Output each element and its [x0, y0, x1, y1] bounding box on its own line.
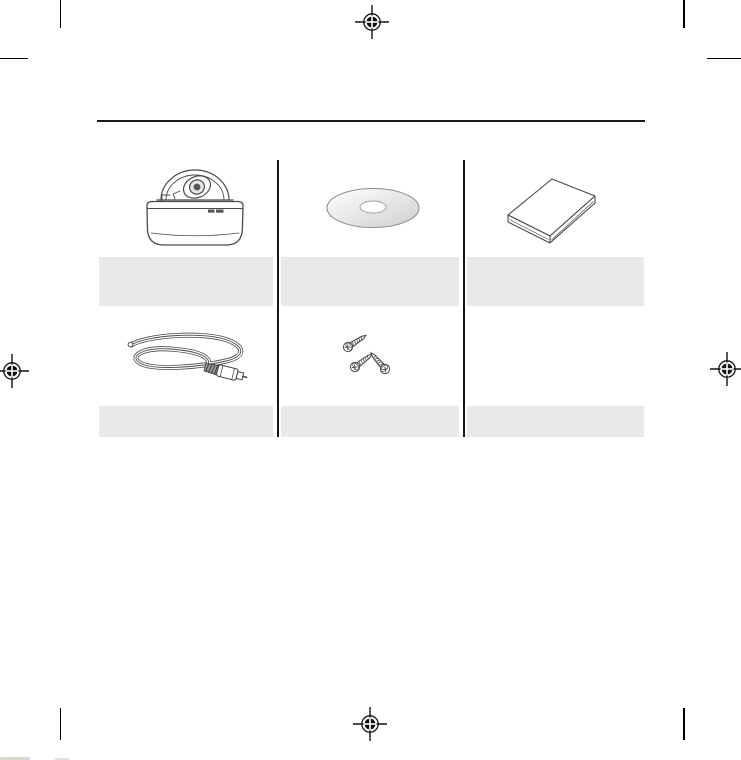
- registration-target-icon: [709, 351, 741, 387]
- registration-target-icon: [352, 706, 388, 742]
- caption-cell: [281, 257, 459, 306]
- cd-disc-icon: [324, 186, 422, 230]
- book-icon: [497, 163, 607, 251]
- cd-disc-illustration: [324, 186, 422, 230]
- caption-cell: [281, 406, 459, 437]
- crop-mark-bottom-right-vertical: [683, 708, 685, 740]
- cable-illustration: [114, 330, 264, 394]
- user-manual-book-illustration: [497, 163, 607, 251]
- registration-target-icon: [354, 4, 390, 40]
- crop-mark-top-right-horizontal: [707, 58, 741, 60]
- registration-mark-right-middle: [709, 351, 741, 387]
- registration-mark-top-center: [354, 4, 390, 40]
- caption-cell: [467, 257, 644, 306]
- registration-mark-bottom-center: [352, 706, 388, 742]
- registration-target-icon: [0, 353, 30, 389]
- table-column-divider-1: [277, 160, 279, 437]
- registration-mark-left-middle: [0, 353, 30, 389]
- caption-cell: [467, 406, 644, 437]
- dome-camera-illustration: [133, 156, 247, 248]
- tapping-screws-illustration: [332, 332, 418, 388]
- crop-mark-top-left-vertical: [60, 0, 62, 28]
- caption-cell: [99, 257, 273, 306]
- crop-mark-top-left-horizontal: [0, 58, 28, 60]
- cable-icon: [114, 330, 264, 394]
- table-column-divider-2: [463, 160, 465, 437]
- dome-camera-icon: [133, 156, 247, 248]
- clipped-footer-text-remnant: [55, 758, 69, 760]
- crop-mark-top-right-vertical: [683, 0, 685, 28]
- screws-icon: [332, 332, 418, 388]
- caption-cell: [99, 406, 273, 437]
- clipped-footer-text-remnant: [0, 757, 30, 760]
- crop-mark-bottom-left-vertical: [60, 708, 62, 740]
